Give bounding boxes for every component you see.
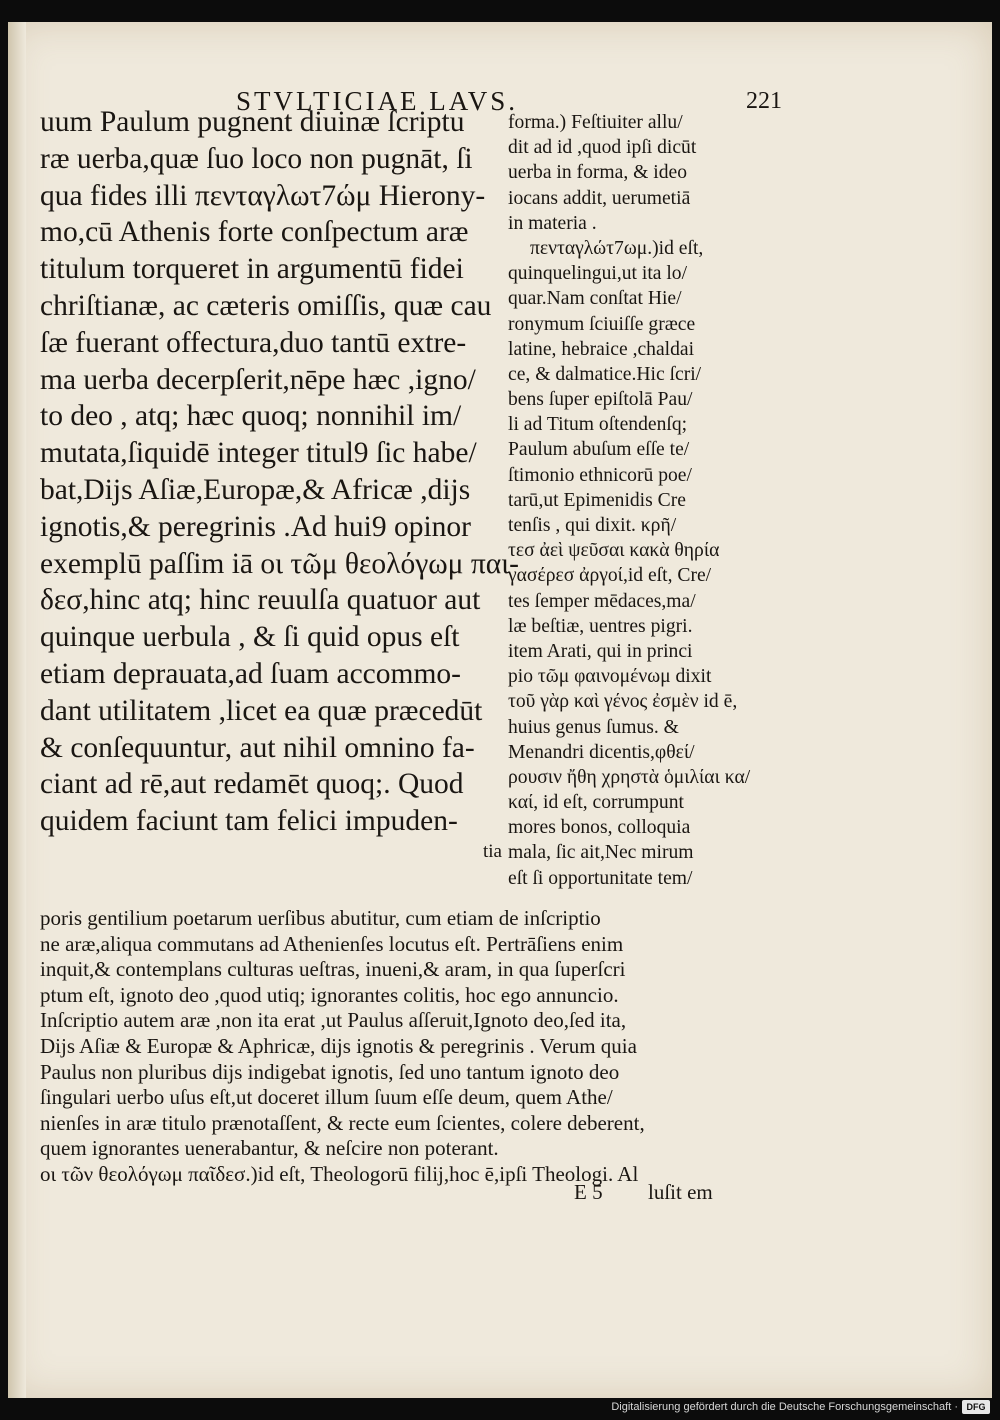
full-text-line: poris gentilium poetarum uerſibus abutitur, cum etiam de inſcriptio [40, 906, 601, 930]
main-text-line: titulum torqueret in argumentū fidei [40, 253, 464, 286]
main-text-line: exemplū paſſim iā οι τῶμ θεολόγωμ παι- [40, 547, 519, 580]
main-text-line: etiam deprauata,ad ſuam accommo- [40, 657, 461, 690]
gloss-line: dit ad id ,quod ipſi dicūt [508, 137, 697, 159]
gloss-line: πενταγλώτ7ωμ.)id eſt, [530, 237, 704, 259]
gloss-line: γασέρεσ ἀργοί,id eſt, Cre/ [508, 565, 712, 587]
page-gutter-shadow [8, 22, 26, 1398]
main-catchword: tia [483, 840, 502, 862]
gloss-line: li ad Titum oſtendenſq; [508, 414, 688, 436]
gloss-line: item Arati, qui in princi [508, 640, 693, 662]
gloss-line: τοῦ γὰρ καὶ γένος ἐσμὲν id ē, [508, 691, 738, 713]
gloss-line: quar.Nam conſtat Hie/ [508, 288, 682, 310]
gloss-line: læ beſtiæ, uentres pigri. [508, 615, 693, 637]
main-text-line: ma uerba decerpſerit,nēpe hæc ,igno/ [40, 363, 476, 396]
running-title: STVLTICIAE LAVS. [236, 86, 519, 116]
digitization-footer [0, 1398, 1000, 1420]
gloss-line: tes ſemper mēdaces,ma/ [508, 590, 696, 612]
gloss-line: quinquelingui,ut ita lo/ [508, 263, 688, 285]
signature-mark: E 5 [574, 1180, 603, 1204]
dfg-logo-icon: DFG [962, 1400, 990, 1414]
full-text-line: quem ignorantes uenerabantur, & neſcire non poterant. [40, 1136, 499, 1161]
main-text-line: ſæ fuerant offectura,duo tantū extre- [40, 326, 467, 359]
gloss-line: forma.) Feſtiuiter allu/ [508, 112, 683, 133]
full-width-gloss [40, 906, 780, 1188]
main-text-line: mutata,ſiquidē integer titul9 ſic habe/ [40, 437, 477, 470]
gloss-line: tenſis , qui dixit. κρῆ/ [508, 515, 677, 536]
gloss-line: ce, & dalmatice.Hic ſcri/ [508, 363, 702, 385]
main-text-line: chriſtianæ, ac cæteris omiſſis, quæ cau [40, 289, 492, 322]
main-text-line: uum Paulum pugnent diuinæ ſcriptu [40, 106, 465, 138]
main-text-line: dant utilitatem ,licet ea quæ præcedūt [40, 694, 483, 727]
gloss-line: Paulum abuſum eſſe te/ [508, 439, 690, 461]
marginal-gloss-column [508, 110, 776, 891]
gloss-line: ronymum ſciuiſſe græce [508, 313, 696, 335]
gloss-line: tarū,ut Epimenidis Cre [508, 489, 686, 511]
gloss-line: Menandri dicentis,φθεί/ [508, 741, 695, 763]
main-text-line: ignotis,& peregrinis .Ad hui9 opinor [40, 510, 471, 543]
page-number: 221 [746, 88, 782, 114]
full-text-line: Inſcriptio autem aræ ,non ita erat ,ut Paulus aſſeruit,Ignoto deo,ſed ita, [40, 1008, 627, 1033]
gloss-line: mores bonos, colloquia [508, 817, 691, 839]
full-text-line: Paulus non pluribus dijs indigebat ignotis, ſed uno tantum ignoto deo [40, 1059, 620, 1084]
main-text-line: bat,Dijs Aſiæ,Europæ,& Africæ ,dijs [40, 473, 471, 506]
gloss-line: τεσ ἀεὶ ψεῦσαι κακὰ θηρία [508, 540, 720, 562]
gloss-line: ſtimonio ethnicorū poe/ [508, 464, 692, 486]
gloss-line: eſt ſi opportunitate tem/ [508, 867, 693, 889]
main-text-line: δεσ,hinc atq; hinc reuulſa quatuor aut [40, 584, 481, 617]
gloss-line: bens ſuper epiſtolā Pau/ [508, 389, 693, 411]
gloss-line: pio τῶμ φαινομένωμ dixit [508, 666, 712, 688]
full-text-line: inquit,& contemplans culturas ueſtras, inueni,& aram, in qua ſuperſcri [40, 957, 626, 982]
main-text-line: quinque uerbula , & ſi quid opus eſt [40, 621, 460, 654]
main-text-line: mo,cū Athenis forte conſpectum aræ [40, 216, 469, 249]
main-text-column [40, 104, 519, 864]
gloss-line: latine, hebraice ,chaldai [508, 338, 695, 360]
footer-credit: Digitalisierung gefördert durch die Deutsche Forschungsgemeinschaft · [611, 1401, 958, 1413]
full-text-line: Dijs Aſiæ & Europæ & Aphricæ, dijs ignotis & peregrinis . Verum quia [40, 1033, 637, 1058]
main-text-line: qua fides illi πενταγλωτ7ώμ Hierony- [40, 179, 486, 212]
gloss-line: mala, ſic ait,Nec mirum [508, 842, 694, 864]
gloss-line: huius genus ſumus. & [508, 716, 679, 738]
gloss-line: ρουσιν ἤθη χρηστὰ ὁμιλίαι κα/ [508, 766, 751, 788]
full-text-line: nienſes in aræ titulo prænotaſſent, & recte eum ſcientes, colere deberent, [40, 1110, 645, 1135]
full-text-line: ne aræ,aliqua commutans ad Athenienſes locutus eſt. Pertrāſiens enim [40, 931, 624, 956]
gloss-line: iocans addit, uerumetiā [508, 187, 691, 209]
full-text-line: ſingulari uerbo uſus eſt,ut doceret illum ſuum eſſe deum, quem Athe/ [40, 1085, 613, 1110]
full-text-line: ptum eſt, ignoto deo ,quod utiq; ignorantes colitis, hoc ego annuncio. [40, 982, 619, 1007]
main-text-line: quidem faciunt tam felici impuden- [40, 805, 458, 838]
main-text-line: to deo , atq; hæc quoq; nonnihil im/ [40, 400, 462, 433]
main-text-line: ciant ad rē,aut redamēt quoq;. Quod [40, 768, 464, 801]
main-text-line: & conſequuntur, aut nihil omnino fa- [40, 731, 475, 764]
full-text-line: οι τῶν θεολόγωμ παῖδεσ.)id eſt, Theologorū filij,hoc ē,ipſi Theologi. Al [40, 1161, 639, 1186]
gloss-line: in materia . [508, 212, 597, 234]
page-catchword: luſit em [648, 1180, 713, 1204]
gloss-line: καί, id eſt, corrumpunt [508, 792, 684, 814]
gloss-line: uerba in forma, & ideo [508, 162, 688, 184]
main-text-line: ræ uerba,quæ ſuo loco non pugnāt, ſi [40, 142, 473, 175]
